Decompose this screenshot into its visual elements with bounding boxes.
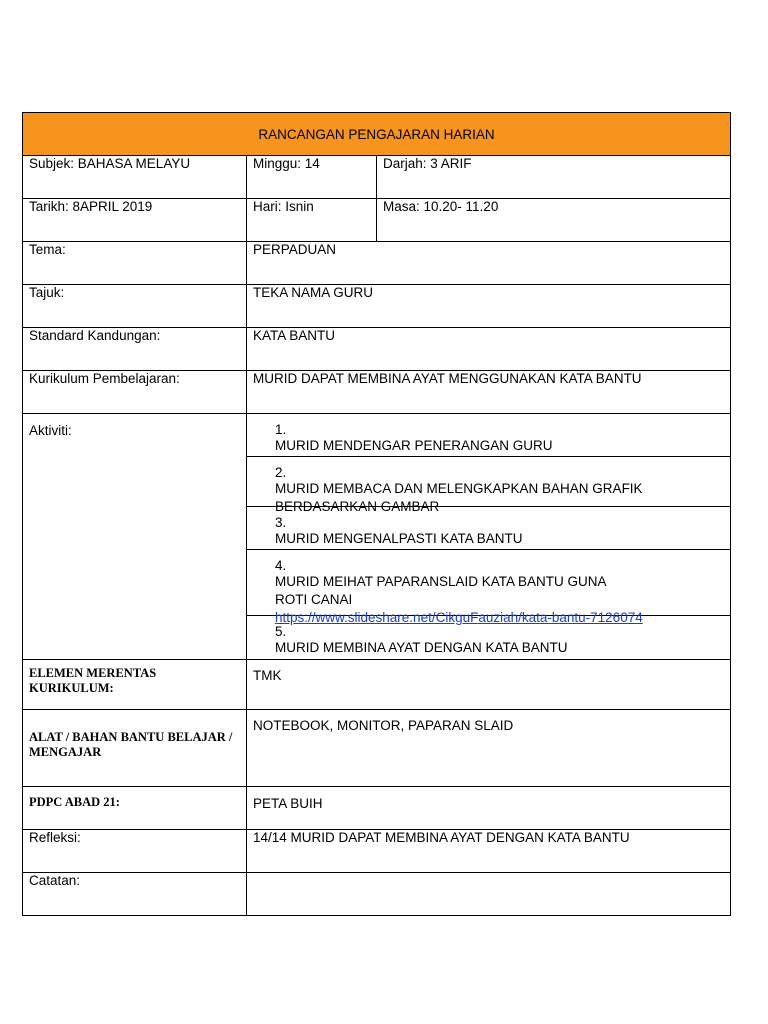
standard-label: Standard Kandungan: [23,328,247,371]
pdpc-label: PDPC ABAD 21: [23,787,247,830]
item-number: 1. [275,422,287,437]
tarikh-cell: Tarikh: 8APRIL 2019 [23,199,247,242]
darjah-cell: Darjah: 3 ARIF [377,156,731,199]
item-number: 4. [275,558,287,573]
hari-cell: Hari: Isnin [247,199,377,242]
kurikulum-row [23,371,731,414]
catatan-label: Catatan: [23,873,247,916]
item-text: MURID MEMBINA AYAT DENGAN KATA BANTU [275,640,568,655]
item-number: 3. [275,515,287,530]
alat-value: NOTEBOOK, MONITOR, PAPARAN SLAID [247,710,731,787]
title-row [23,113,731,156]
subject-row [23,156,731,199]
aktiviti-row [23,414,731,660]
item-number: 5. [275,624,287,639]
tema-label: Tema: [23,242,247,285]
catatan-value[interactable] [247,873,731,916]
lesson-plan-table [22,112,731,916]
tajuk-label: Tajuk: [23,285,247,328]
elemen-value: TMK [247,660,731,710]
masa-cell: Masa: 10.20- 11.20 [377,199,731,242]
item-text: MURID MEMBACA DAN MELENGKAPKAN BAHAN GRAFIK BERDASARKAN GAMBAR [275,481,643,514]
standard-row [23,328,731,371]
item-number: 2. [275,465,287,480]
subjek-cell: Subjek: BAHASA MELAYU [23,156,247,199]
elemen-label: ELEMEN MERENTAS KURIKULUM: [23,660,247,710]
tema-value: PERPADUAN [247,242,731,285]
pdpc-row [23,787,731,830]
slideshare-link[interactable]: https://www.slideshare.net/CikguFauziah/kata-bantu-7126074 [275,610,643,625]
item-text: MURID MENDENGAR PENERANGAN GURU [275,438,553,453]
tema-row [23,242,731,285]
refleksi-label: Refleksi: [23,830,247,873]
alat-label: ALAT / BAHAN BANTU BELAJAR / MENGAJAR [23,710,247,787]
item-text: MURID MEIHAT PAPARANSLAID KATA BANTU GUNA ROTI CANAI https://www.slideshare.net/CikguFauziah/kata-bantu-7126074 [275,574,643,625]
tajuk-row [23,285,731,328]
refleksi-row [23,830,731,873]
date-row [23,199,731,242]
elemen-row [23,660,731,710]
standard-value: KATA BANTU [247,328,731,371]
aktiviti-label: Aktiviti: [23,414,247,660]
tajuk-value: TEKA NAMA GURU [247,285,731,328]
item-text: MURID MENGENALPASTI KATA BANTU [275,531,523,546]
list-item [247,414,730,457]
lesson-plan-sheet [22,112,730,916]
list-item [247,550,730,625]
aktiviti-list [247,414,731,660]
alat-row [23,710,731,787]
catatan-row [23,873,731,916]
list-item [247,457,730,514]
minggu-cell: Minggu: 14 [247,156,377,199]
kurikulum-label: Kurikulum Pembelajaran: [23,371,247,414]
page-title: RANCANGAN PENGAJARAN HARIAN [23,113,731,156]
refleksi-value: 14/14 MURID DAPAT MEMBINA AYAT DENGAN KATA BANTU [247,830,731,873]
pdpc-value: PETA BUIH [247,787,731,830]
kurikulum-value: MURID DAPAT MEMBINA AYAT MENGGUNAKAN KATA BANTU [247,371,731,414]
